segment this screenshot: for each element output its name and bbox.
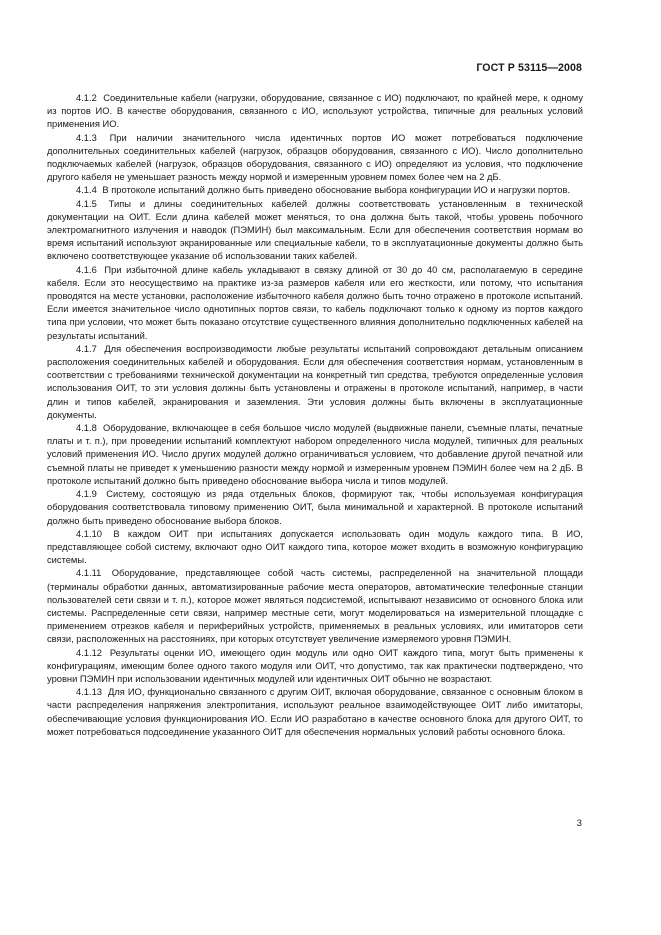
paragraph-4-1-11 [47,567,583,646]
clause-number: 4.1.9 [76,489,97,500]
clause-number: 4.1.3 [76,132,97,143]
clause-text: При избыточной длине кабель укладывают в связку длиной от 30 до 40 см, располагаемую в середине кабеля. Если это неосуществимо на практике из-за размеров кабеля или его жесткости, или потому, что испытания проводятся на месте установки, расположение избыточного кабеля должно быть точно отражено в протоколе испытаний. Если имеется значительное число однотипных портов связи, то кабель подключают только к одному из портов каждого типа при условии, что может быть показано отсутствие существенного влияния дополнительно подключенных кабелей на результаты испытаний. [47,264,583,341]
clause-number: 4.1.4 [76,185,97,196]
clause-number: 4.1.13 [76,687,102,698]
clause-text: Оборудование, представляющее собой часть системы, распределенной на значительной площади (терминалы обработки данных, автоматизированные рабочие места операторов, автоматические телефонные станции пользователей сети связи и т. п.), которое может являться подсистемой, испытывают независимо от основного блока или системы. Распределенные сети связи, например местные сети, могут моделироваться на измерительной площадке с применением отрезков кабеля и периферийных устройств, применяемых в реальных условиях, или имитаторов сети связи, расположенных на расстояниях, при которых отсутствует увеличение измеряемого уровня ПЭМИН. [47,568,583,645]
clause-text: Для ИО, функционально связанного с другим ОИТ, включая оборудование, связанное с основным блоком в части распределения напряжения электропитания, используют реальное взаимодействующее ОИТ либо имитаторы, обеспечивающие условия функционирования ИО. Если ИО разработано в качестве основного блока для другого ОИТ, то может потребоваться подсоединение указанного ОИТ для обеспечения нормальных условий работы основного блока. [47,687,583,737]
paragraph-4-1-4 [47,184,583,197]
clause-text: При наличии значительного числа идентичных портов ИО может потребоваться подключение дополнительных соединительных кабелей (нагрузок, образцов оборудования, связанного с ИО). Число дополнительно подключаемых кабелей (нагрузок, образцов оборудования, связанного с ИО) определяют из условия, что подключение другого кабеля не уменьшает разность между нормой и измеренным уровнем помех более чем на 2 дБ. [47,132,583,183]
clause-text: Систему, состоящую из ряда отдельных блоков, формируют так, чтобы используемая конфигурация оборудования соответствовала типовому применению ОИТ, была минимальной и характерной. В протоколе испытаний должно быть приведено обоснование выбора блоков. [47,489,583,526]
clause-number: 4.1.5 [76,198,97,209]
clause-number: 4.1.7 [76,343,97,354]
clause-number: 4.1.8 [76,423,97,434]
clause-text: В каждом ОИТ при испытаниях допускается использовать один модуль каждого типа. В ИО, представляющее собой систему, включают одно ОИТ каждого типа, которое может входить в возможную конфигурацию системы. [47,528,583,566]
clause-text: Типы и длины соединительных кабелей должны соответствовать установленным в технической документации на ОИТ. Если длина кабелей может меняться, то она должна быть такой, чтобы уровень побочного электромагнитного излучения и наводок (ПЭМИН) был максимальным. Если для обеспечения соответствия нормам во время испытаний используют экранированные или специальные кабели, то в эксплуатационные документы должно быть включено соответствующее указание об использовании таких кабелей. [47,198,583,262]
clause-text: В протоколе испытаний должно быть приведено обоснование выбора конфигурации ИО и нагрузки портов. [102,185,571,196]
clause-text: Для обеспечения воспроизводимости любые результаты испытаний сопровождают детальным описанием расположения соединительных кабелей и оборудования. Если для обеспечения соответствия нормам, установленным в соответствии с требованиями технической документации на конкретный тип средства, требуются определенные условия использования ОИТ, то эти условия должны быть установлены и отражены в протоколе испытаний, например, в части длин и типов кабелей, экранирования и заземления. Эти условия должны быть включены в эксплуатационные документы. [47,343,583,420]
paragraph-4-1-13 [47,686,583,739]
page-number: 3 [576,818,582,829]
clause-number: 4.1.2 [76,93,97,103]
paragraph-4-1-3 [47,132,583,185]
paragraph-4-1-10 [47,528,583,568]
clause-text: Оборудование, включающее в себя большое число модулей (выдвижные панели, съемные платы, печатные платы и т. п.), при проведении испытаний комплектуют набором определенного числа модулей, типичных для реальных условий применения ИО. Число других модулей должно ограничиваться условием, что добавление другой печатной или съемной платы не приведет к уменьшению разности между нормой и измеренным уровнем ПЭМИН более чем на 2 дБ. В протоколе испытаний должно быть приведено обоснование выбора числа и типов модулей. [47,423,583,486]
clause-number: 4.1.6 [76,264,97,275]
paragraph-4-1-8 [47,422,583,488]
standard-number: ГОСТ Р 53115—2008 [476,62,582,74]
clause-text: Соединительные кабели (нагрузки, оборудование, связанное с ИО) подключают, по крайней мере, к одному из портов ИО. В качестве оборудования, связанного с ИО, используют устройства, типичные для реальных условий применения ИО. [47,93,583,130]
paragraph-4-1-5 [47,198,583,264]
clause-number: 4.1.12 [76,647,102,658]
paragraph-4-1-9 [47,488,583,528]
clause-number: 4.1.11 [76,568,102,579]
paragraph-4-1-7 [47,343,583,422]
clause-number: 4.1.10 [76,528,102,539]
paragraph-4-1-6 [47,264,583,343]
document-body [47,92,583,739]
paragraph-4-1-12 [47,647,583,687]
paragraph-4-1-2 [47,92,583,132]
clause-text: Результаты оценки ИО, имеющего один модуль или одно ОИТ каждого типа, могут быть применены к конфигурациям, имеющим более одного такого модуля или ОИТ, что допустимо, так как практически подтверждено, что уровни ПЭМИН при использовании идентичных модулей или идентичных ОИТ обычно не возрастают. [47,647,583,684]
